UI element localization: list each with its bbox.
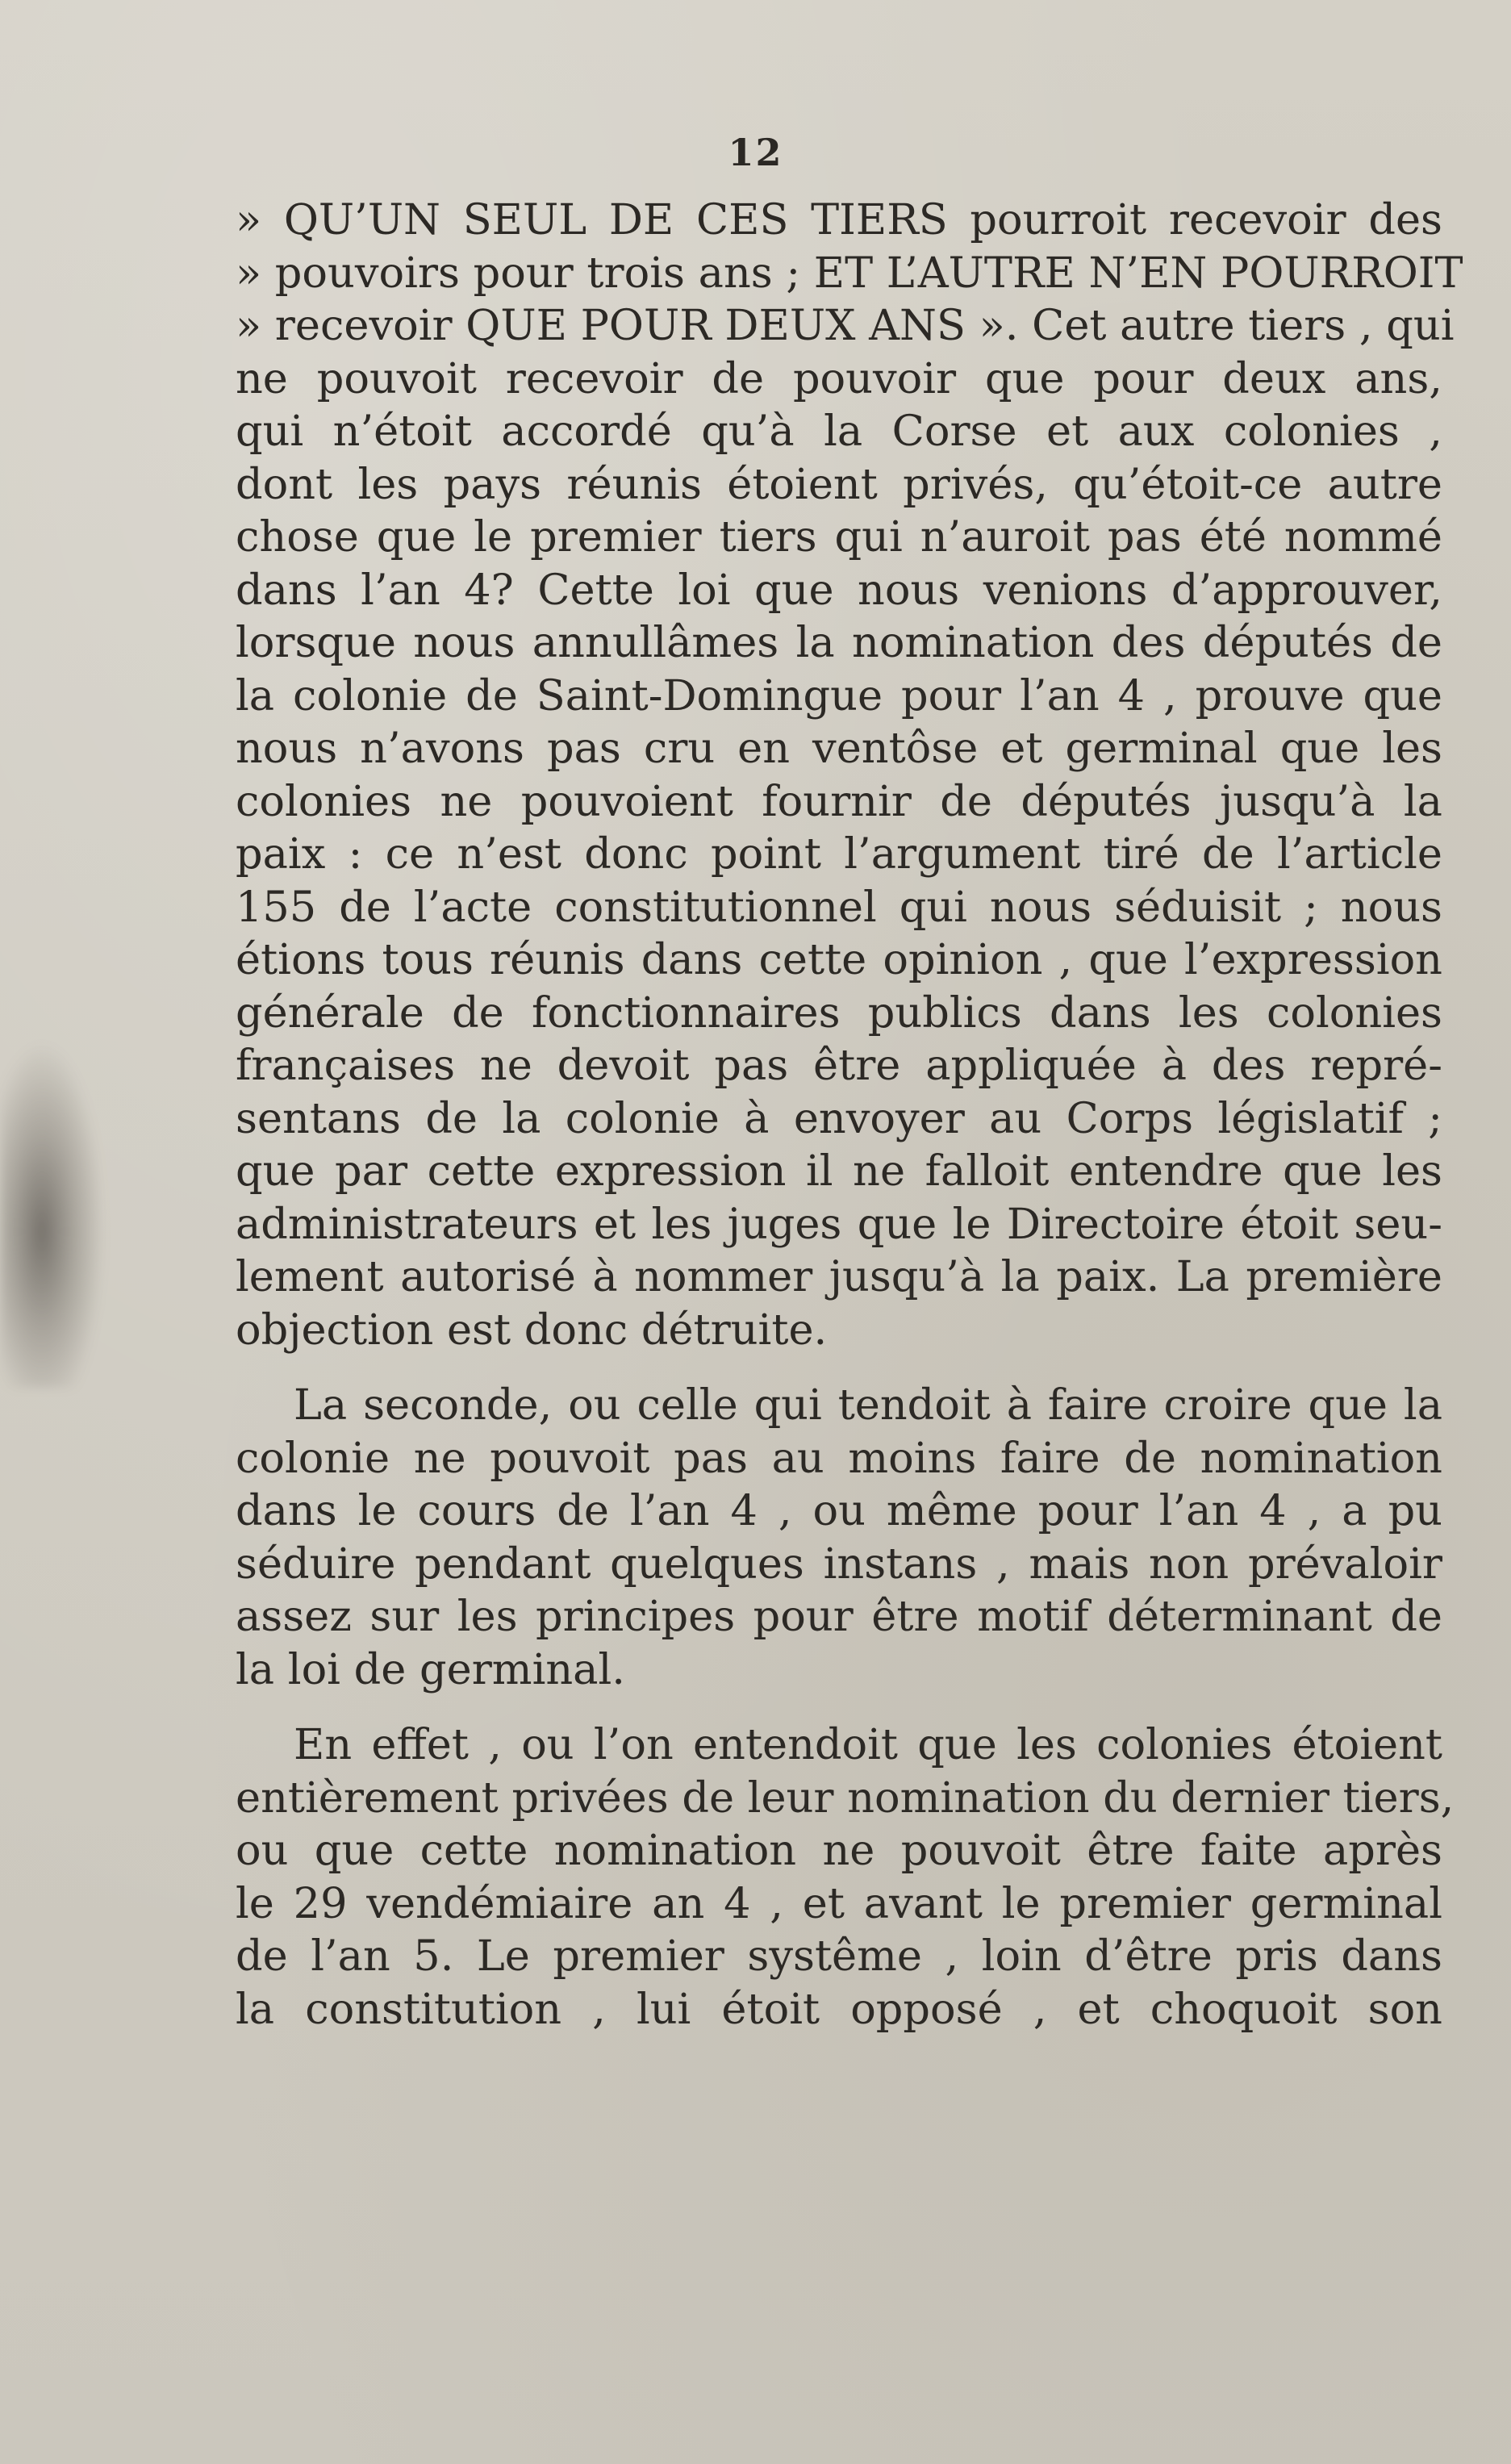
- text-line: entièrement privées de leur nomination du dernier tiers,: [236, 1773, 1455, 1823]
- text-line: administrateurs et les juges que le Directoire étoit seu-: [236, 1199, 1442, 1249]
- text-line: lement autorisé à nommer jusqu’à la paix. La première: [236, 1252, 1442, 1301]
- body-text: [236, 194, 1463, 2036]
- text-line: 155 de l’acte constitutionnel qui nous séduisit ; nous: [236, 882, 1442, 932]
- paragraph-gap: [236, 1356, 1442, 1379]
- text-line: générale de fonctionnaires publics dans les colonies: [236, 988, 1442, 1038]
- text-line: dans le cours de l’an 4 , ou même pour l’an 4 , a pu: [236, 1486, 1442, 1535]
- text-line: que par cette expression il ne falloit entendre que les: [236, 1146, 1442, 1196]
- text-line: la constitution , lui étoit opposé , et choquoit son: [236, 1984, 1442, 2034]
- text-line: dont les pays réunis étoient privés, qu’étoit-ce autre: [236, 459, 1442, 509]
- text-line: ou que cette nomination ne pouvoit être faite après: [236, 1826, 1442, 1875]
- text-line: qui n’étoit accordé qu’à la Corse et aux colonies ,: [236, 407, 1442, 456]
- text-line: La seconde, ou celle qui tendoit à faire croire que la: [294, 1380, 1442, 1430]
- text-line: la loi de germinal.: [236, 1644, 625, 1694]
- paragraph-1: [236, 194, 1463, 1356]
- paragraph-2: [236, 1379, 1442, 1696]
- text-line: assez sur les principes pour être motif déterminant de: [236, 1592, 1442, 1641]
- text-line: paix : ce n’est donc point l’argument tiré de l’article: [236, 829, 1442, 879]
- text-line: colonie ne pouvoit pas au moins faire de nomination: [236, 1433, 1442, 1483]
- text-line: sentans de la colonie à envoyer au Corps législatif ;: [236, 1093, 1442, 1143]
- text-line: ne pouvoit recevoir de pouvoir que pour deux ans,: [236, 353, 1442, 403]
- text-line: de l’an 5. Le premier systême , loin d’être pris dans: [236, 1932, 1442, 1981]
- text-line: dans l’an 4? Cette loi que nous venions d’approuver,: [236, 565, 1442, 615]
- text-line: objection est donc détruite.: [236, 1305, 828, 1355]
- text-line: françaises ne devoit pas être appliquée à des repré-: [236, 1041, 1442, 1090]
- text-line: nous n’avons pas cru en ventôse et germinal que les: [236, 724, 1442, 773]
- text-line: étions tous réunis dans cette opinion , que l’expression: [236, 935, 1442, 984]
- text-line: séduire pendant quelques instans , mais non prévaloir: [236, 1539, 1442, 1589]
- text-line: » pouvoirs pour trois ans ; ET L’AUTRE N’EN POURROIT: [236, 248, 1463, 298]
- text-line: la colonie de Saint-Domingue pour l’an 4 , prouve que: [236, 670, 1442, 720]
- text-line: En effet , ou l’on entendoit que les colonies étoient: [294, 1720, 1442, 1769]
- text-line: » recevoir QUE POUR DEUX ANS ». Cet autre tiers , qui: [236, 301, 1455, 350]
- paragraph-gap: [236, 1696, 1442, 1719]
- text-line: » QU’UN SEUL DE CES TIERS pourroit recevoir des: [236, 195, 1442, 244]
- text-line: le 29 vendémiaire an 4 , et avant le premier germinal: [236, 1878, 1442, 1928]
- ink-smudge: [0, 1041, 105, 1388]
- page-number: 12: [728, 131, 783, 174]
- text-line: lorsque nous annullâmes la nomination des députés de: [236, 618, 1442, 667]
- paragraph-3: [236, 1719, 1455, 2036]
- text-line: chose que le premier tiers qui n’auroit pas été nommé: [236, 512, 1442, 562]
- text-line: colonies ne pouvoient fournir de députés jusqu’à la: [236, 776, 1442, 826]
